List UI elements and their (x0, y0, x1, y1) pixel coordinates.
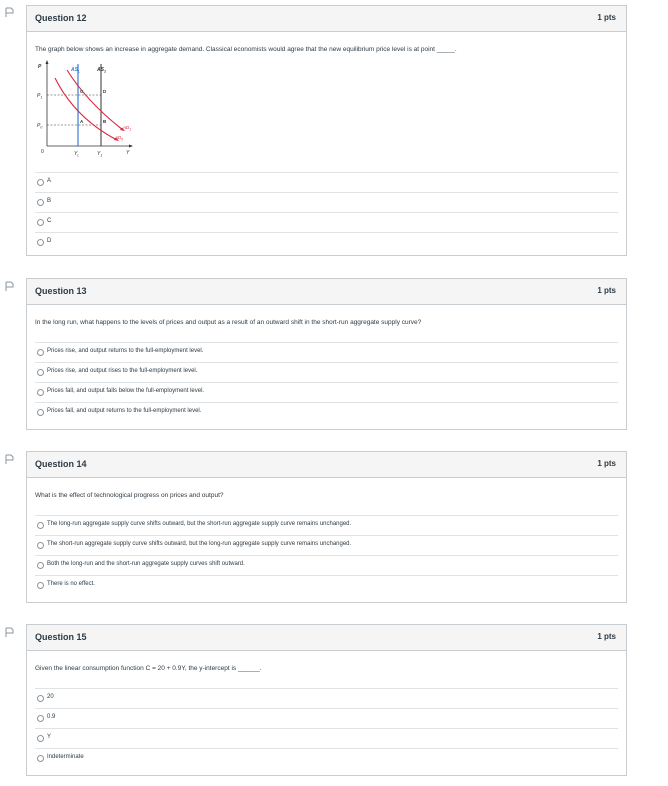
question-text: Given the linear consumption function C = 20 + 0.9Y, the y-intercept is ______. (35, 665, 262, 672)
question-title: Question 15 (35, 632, 87, 642)
answer-label: 0.9 (47, 714, 56, 720)
answer-option[interactable] (35, 555, 618, 575)
question-header (27, 452, 626, 478)
label-origin: 0 (41, 149, 44, 155)
radio-button[interactable] (37, 369, 44, 376)
answer-option[interactable] (35, 172, 618, 192)
question-points: 1 pts (597, 286, 616, 295)
answer-option[interactable] (35, 192, 618, 212)
aggregate-demand-graph (35, 40, 145, 158)
answer-list (35, 342, 618, 422)
answer-label: The long-run aggregate supply curve shifts outward, but the short-run aggregate supply curve remains unchanged. (47, 521, 352, 527)
label-point-a: A (80, 119, 84, 124)
answer-label: Prices fall, and output falls below the full-employment level. (47, 388, 205, 394)
answer-option[interactable] (35, 342, 618, 362)
answer-list (35, 172, 618, 252)
question-header (27, 625, 626, 651)
label-p0: $P_0$ (37, 123, 43, 130)
answer-option[interactable] (35, 575, 618, 595)
question-15 (26, 624, 627, 776)
flag-question-icon[interactable] (5, 627, 14, 638)
label-y-lr: $Y_L$ (74, 151, 80, 158)
answer-label: Prices fall, and output returns to the full-employment level. (47, 408, 202, 414)
flag-question-icon[interactable] (5, 454, 14, 465)
question-points: 1 pts (597, 632, 616, 641)
ad0-curve (55, 78, 117, 140)
radio-button[interactable] (37, 755, 44, 762)
answer-list (35, 515, 618, 595)
question-14 (26, 451, 627, 603)
label-y-1: $Y_1$ (97, 151, 103, 158)
question-header (27, 279, 626, 305)
question-text: In the long run, what happens to the levels of prices and output as a result of an outward shift in the short-run aggregate supply curve? (35, 319, 422, 326)
question-header (27, 6, 626, 32)
question-points: 1 pts (597, 459, 616, 468)
answer-option[interactable] (35, 382, 618, 402)
label-point-b: B (103, 119, 107, 124)
radio-button[interactable] (37, 522, 44, 529)
label-point-d: D (103, 89, 107, 94)
question-text: What is the effect of technological progress on prices and output? (35, 492, 224, 499)
question-title: Question 12 (35, 13, 87, 23)
question-points: 1 pts (597, 13, 616, 22)
answer-option[interactable] (35, 515, 618, 535)
label-ad1: $AD_1$ (123, 125, 132, 132)
label-ad0: $AD_0$ (115, 135, 124, 142)
flag-question-icon[interactable] (5, 281, 14, 292)
question-title: Question 14 (35, 459, 87, 469)
question-text: The graph below shows an increase in aggregate demand. Classical economists would agree that the new equilibrium price level is at point _____. (35, 46, 457, 53)
answer-option[interactable] (35, 362, 618, 382)
answer-label: D (47, 238, 52, 244)
answer-option[interactable] (35, 728, 618, 748)
ad1-curve (67, 70, 123, 130)
answer-label: A (47, 178, 52, 184)
answer-label: 20 (47, 694, 54, 700)
label-y: Y (126, 150, 130, 156)
answer-label: Y (47, 734, 52, 740)
answer-label: Both the long-run and the short-run aggregate supply curves shift outward. (47, 561, 245, 567)
answer-option[interactable] (35, 232, 618, 252)
answer-option[interactable] (35, 402, 618, 422)
answer-label: Prices rise, and output returns to the full-employment level. (47, 348, 204, 354)
radio-button[interactable] (37, 715, 44, 722)
radio-button[interactable] (37, 562, 44, 569)
radio-button[interactable] (37, 542, 44, 549)
answer-label: B (47, 198, 52, 204)
radio-button[interactable] (37, 695, 44, 702)
y-axis-arrow (46, 60, 49, 64)
radio-button[interactable] (37, 179, 44, 186)
flag-question-icon[interactable] (5, 7, 14, 18)
question-title: Question 13 (35, 286, 87, 296)
radio-button[interactable] (37, 582, 44, 589)
x-axis-arrow (129, 145, 133, 148)
radio-button[interactable] (37, 735, 44, 742)
answer-option[interactable] (35, 708, 618, 728)
answer-label: Indeterminate (47, 754, 84, 760)
question-12 (26, 5, 627, 256)
label-as-1: $AS_1$ (97, 67, 106, 74)
radio-button[interactable] (37, 219, 44, 226)
radio-button[interactable] (37, 349, 44, 356)
answer-list (35, 688, 618, 768)
label-as-lr: $AS_L$ (71, 67, 81, 74)
label-point-c: C (80, 89, 84, 94)
answer-option[interactable] (35, 748, 618, 768)
answer-label: C (47, 218, 52, 224)
answer-option[interactable] (35, 688, 618, 708)
answer-option[interactable] (35, 535, 618, 555)
radio-button[interactable] (37, 389, 44, 396)
radio-button[interactable] (37, 199, 44, 206)
question-13 (26, 278, 627, 430)
answer-label: There is no effect. (47, 581, 95, 587)
answer-label: The short-run aggregate supply curve shifts outward, but the long-run aggregate supply curve remains unchanged. (47, 541, 352, 547)
radio-button[interactable] (37, 409, 44, 416)
label-p: P (38, 64, 42, 70)
label-p1: $P_1$ (37, 93, 43, 100)
radio-button[interactable] (37, 239, 44, 246)
answer-option[interactable] (35, 212, 618, 232)
answer-label: Prices rise, and output rises to the full-employment level. (47, 368, 198, 374)
